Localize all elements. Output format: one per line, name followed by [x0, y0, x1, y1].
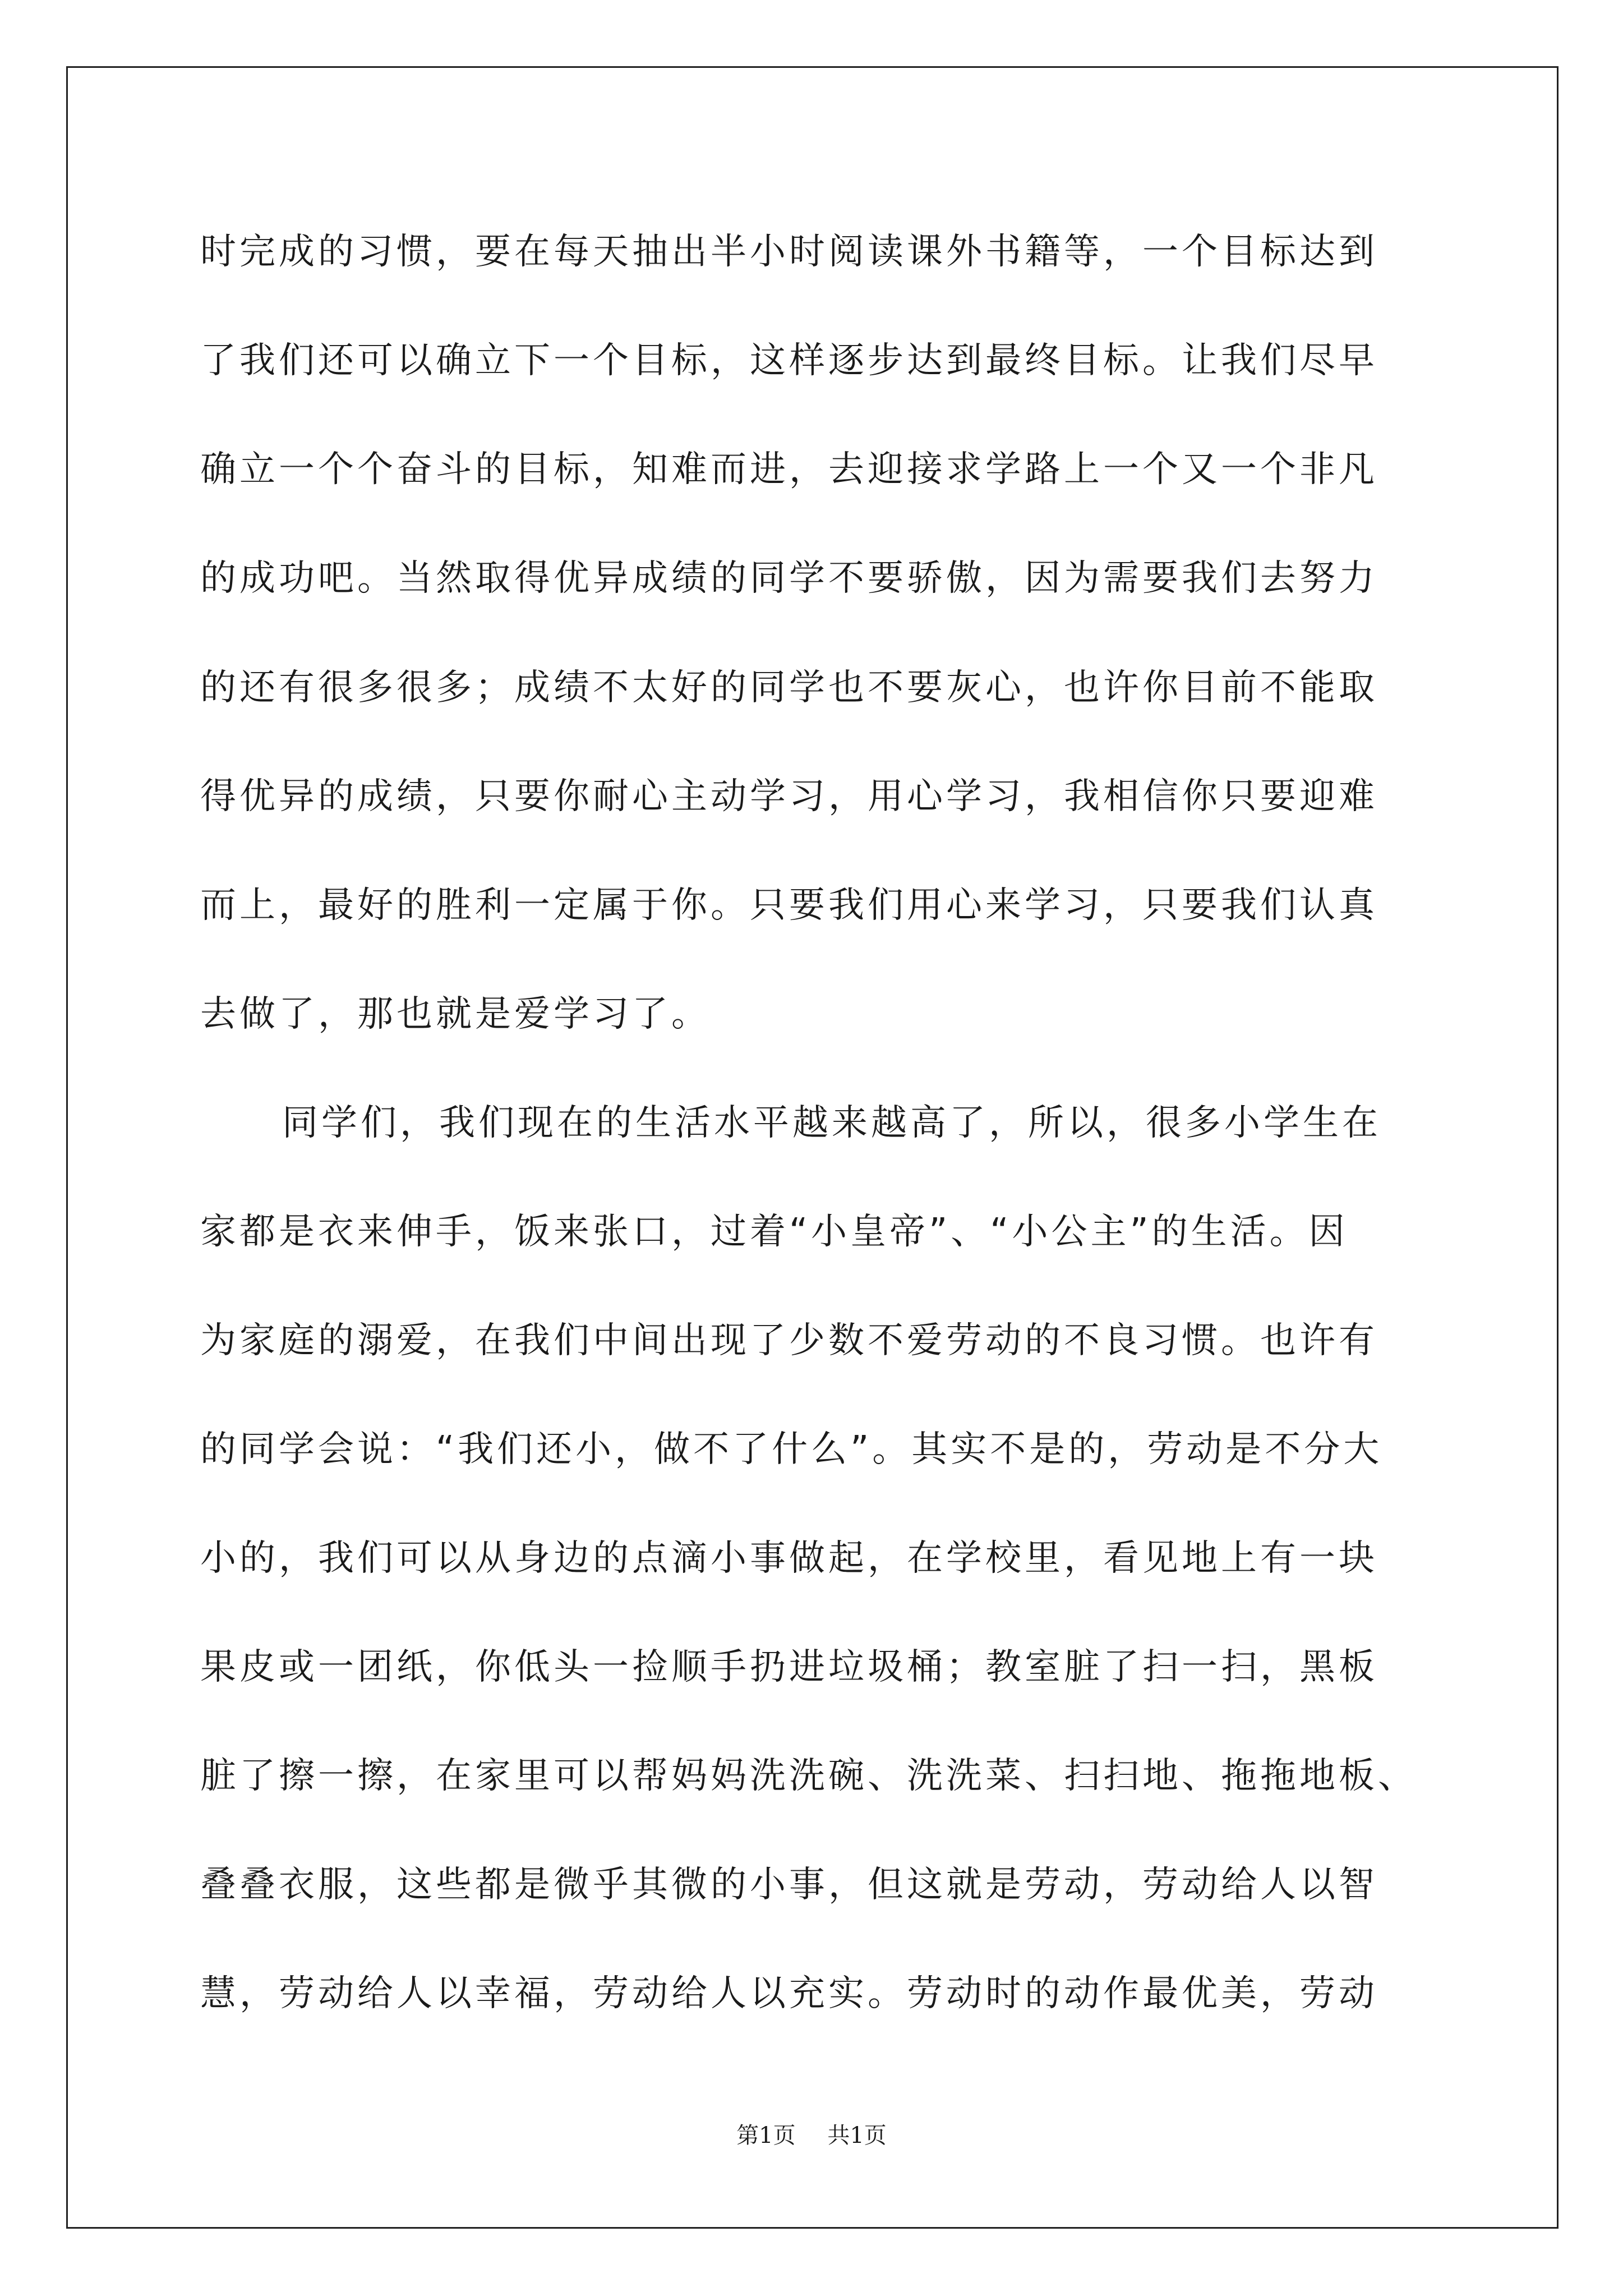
body-line: 去做了，那也就是爱学习了。 [200, 993, 711, 1035]
body-line: 而上，最好的胜利一定属于你。只要我们用心来学习，只要我们认真 [200, 885, 1378, 926]
body-line: 叠叠衣服，这些都是微乎其微的小事，但这就是劳动，劳动给人以智 [200, 1864, 1378, 1906]
body-line: 的成功吧。当然取得优异成绩的同学不要骄傲，因为需要我们去努力 [200, 558, 1378, 599]
body-line: 家都是衣来伸手，饭来张口，过着“小皇帝”、“小公主”的生活。因 [200, 1211, 1348, 1253]
body-line: 小的，我们可以从身边的点滴小事做起，在学校里，看见地上有一块 [200, 1538, 1378, 1579]
body-line: 时完成的习惯，要在每天抽出半小时阅读课外书籍等，一个目标达到 [200, 231, 1378, 273]
page-number: 第1页 [736, 2123, 796, 2148]
body-line: 慧，劳动给人以幸福，劳动给人以充实。劳动时的动作最优美，劳动 [200, 1973, 1378, 2014]
body-line: 脏了擦一擦，在家里可以帮妈妈洗洗碗、洗洗菜、扫扫地、拖拖地板、 [200, 1755, 1417, 1797]
page-footer [0, 2122, 1623, 2150]
body-line: 的还有很多很多；成绩不太好的同学也不要灰心，也许你目前不能取 [200, 667, 1378, 708]
body-line: 的同学会说：“我们还小，做不了什么”。其实不是的，劳动是不分大 [200, 1429, 1383, 1470]
body-line: 确立一个个奋斗的目标，知难而进，去迎接求学路上一个又一个非凡 [200, 449, 1378, 490]
body-line: 为家庭的溺爱，在我们中间出现了少数不爱劳动的不良习惯。也许有 [200, 1320, 1378, 1361]
body-line: 果皮或一团纸，你低头一捡顺手扔进垃圾桶；教室脏了扫一扫，黑板 [200, 1646, 1378, 1688]
body-line: 得优异的成绩，只要你耐心主动学习，用心学习，我相信你只要迎难 [200, 776, 1378, 817]
body-line: 了我们还可以确立下一个目标，这样逐步达到最终目标。让我们尽早 [200, 340, 1378, 381]
page-total: 共1页 [827, 2123, 887, 2148]
paragraph-first-line: 同学们，我们现在的生活水平越来越高了，所以，很多小学生在 [282, 1102, 1381, 1144]
